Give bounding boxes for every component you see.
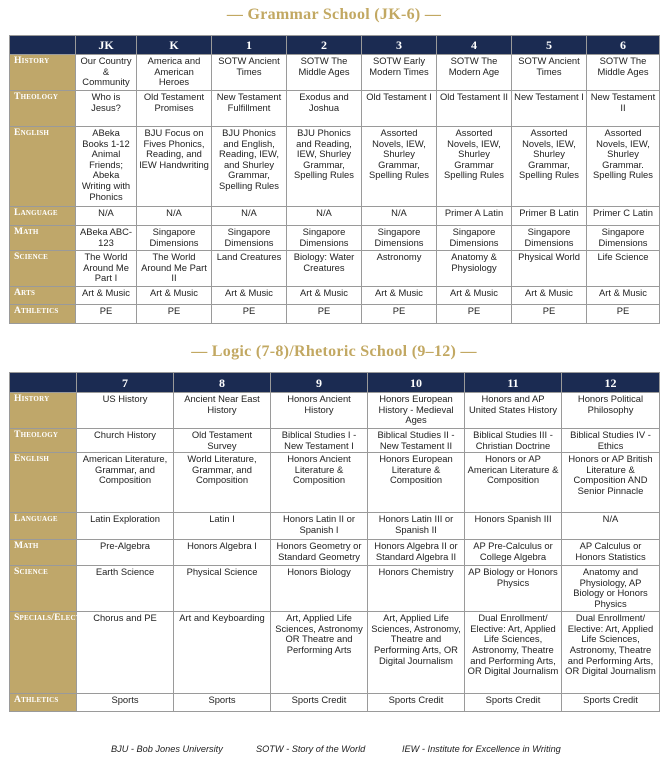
logic-rhetoric-school-table: [9, 372, 660, 712]
course-cell: N/A: [287, 207, 362, 226]
course-cell: Singapore Dimensions: [437, 226, 512, 251]
subject-row-math: [10, 540, 660, 566]
grade-header-k: K: [137, 36, 212, 55]
course-cell: Honors and AP United States History: [465, 393, 562, 429]
course-cell: Biblical Studies II - New Testament II: [368, 429, 465, 453]
course-cell: PE: [437, 305, 512, 324]
course-cell: N/A: [137, 207, 212, 226]
grade-header-2: 2: [287, 36, 362, 55]
course-cell: Art & Music: [137, 287, 212, 305]
course-cell: World Literature, Grammar, and Composition: [174, 453, 271, 513]
logic-corner-cell: [10, 373, 77, 393]
grade-header-4: 4: [437, 36, 512, 55]
course-cell: PE: [137, 305, 212, 324]
course-cell: Biology: Water Creatures: [287, 251, 362, 287]
course-cell: Honors Ancient Literature & Composition: [271, 453, 368, 513]
course-cell: Honors or AP British Literature & Composition AND Senior Pinnacle: [562, 453, 660, 513]
subject-label: Language: [10, 513, 77, 540]
course-cell: Old Testament Survey: [174, 429, 271, 453]
course-cell: Physical World: [512, 251, 587, 287]
course-cell: Sports Credit: [368, 694, 465, 712]
course-cell: Anatomy & Physiology: [437, 251, 512, 287]
course-cell: Honors Spanish III: [465, 513, 562, 540]
course-cell: Honors Chemistry: [368, 566, 465, 612]
course-cell: N/A: [212, 207, 287, 226]
course-cell: SOTW The Middle Ages: [287, 55, 362, 91]
course-cell: AP Calculus or Honors Statistics: [562, 540, 660, 566]
subject-row-history: [10, 55, 660, 91]
grade-header-7: 7: [77, 373, 174, 393]
subject-label: Theology: [10, 91, 76, 127]
footer-sotw-note: SOTW - Story of the World: [256, 744, 366, 754]
course-cell: N/A: [76, 207, 137, 226]
course-cell: Art and Keyboarding: [174, 612, 271, 694]
course-cell: Art & Music: [512, 287, 587, 305]
subject-label: Science: [10, 566, 77, 612]
subject-row-athletics: [10, 305, 660, 324]
course-cell: Ancient Near East History: [174, 393, 271, 429]
course-cell: Art, Applied Life Sciences, Astronomy OR Theatre and Performing Arts: [271, 612, 368, 694]
subject-row-science: [10, 251, 660, 287]
course-cell: Honors European Literature & Composition: [368, 453, 465, 513]
course-cell: Biblical Studies I - New Testament I: [271, 429, 368, 453]
course-cell: America and American Heroes: [137, 55, 212, 91]
subject-label: Math: [10, 540, 77, 566]
subject-label: English: [10, 127, 76, 207]
course-cell: New Testament II: [587, 91, 660, 127]
course-cell: Dual Enrollment/ Elective: Art, Applied Life Sciences, Astronomy, Theatre and Performing Arts, OR Digital Journalism: [562, 612, 660, 694]
course-cell: New Testament Fulfillment: [212, 91, 287, 127]
grammar-school-table: [9, 35, 660, 324]
course-cell: Sports: [77, 694, 174, 712]
course-cell: Sports Credit: [271, 694, 368, 712]
course-cell: American Literature, Grammar, and Composition: [77, 453, 174, 513]
course-cell: Latin I: [174, 513, 271, 540]
course-cell: PE: [212, 305, 287, 324]
course-cell: Primer C Latin: [587, 207, 660, 226]
course-cell: Art & Music: [437, 287, 512, 305]
course-cell: Honors Latin II or Spanish I: [271, 513, 368, 540]
course-cell: Our Country & Community: [76, 55, 137, 91]
course-cell: Sports Credit: [562, 694, 660, 712]
course-cell: US History: [77, 393, 174, 429]
course-cell: Old Testament I: [362, 91, 437, 127]
course-cell: Honors Algebra I: [174, 540, 271, 566]
course-cell: Biblical Studies III - Christian Doctrine: [465, 429, 562, 453]
subject-label: Math: [10, 226, 76, 251]
grade-header-8: 8: [174, 373, 271, 393]
footer-bju-note: BJU - Bob Jones University: [111, 744, 223, 754]
course-cell: Honors Political Philosophy: [562, 393, 660, 429]
grade-header-11: 11: [465, 373, 562, 393]
course-cell: Life Science: [587, 251, 660, 287]
course-cell: SOTW Early Modern Times: [362, 55, 437, 91]
course-cell: Art & Music: [587, 287, 660, 305]
course-cell: Earth Science: [77, 566, 174, 612]
course-cell: Singapore Dimensions: [137, 226, 212, 251]
subject-row-language: [10, 207, 660, 226]
course-cell: Who is Jesus?: [76, 91, 137, 127]
course-cell: SOTW Ancient Times: [512, 55, 587, 91]
course-cell: N/A: [562, 513, 660, 540]
grammar-school-title: — Grammar School (JK-6) —: [226, 6, 442, 23]
course-cell: ABeka ABC-123: [76, 226, 137, 251]
course-cell: Latin Exploration: [77, 513, 174, 540]
subject-label: History: [10, 393, 77, 429]
course-cell: Honors European History - Medieval Ages: [368, 393, 465, 429]
course-cell: N/A: [362, 207, 437, 226]
course-cell: The World Around Me Part II: [137, 251, 212, 287]
course-cell: Primer A Latin: [437, 207, 512, 226]
course-cell: Singapore Dimensions: [587, 226, 660, 251]
subject-label: Science: [10, 251, 76, 287]
course-cell: Honors Geometry or Standard Geometry: [271, 540, 368, 566]
course-cell: Dual Enrollment/ Elective: Art, Applied Life Sciences, Astronomy, Theatre and Performing Arts, OR Digital Journalism: [465, 612, 562, 694]
subject-row-english: [10, 453, 660, 513]
course-cell: Assorted Novels, IEW, Shurley Grammar, Spelling Rules: [362, 127, 437, 207]
subject-row-theology: [10, 429, 660, 453]
grade-header-jk: JK: [76, 36, 137, 55]
course-cell: PE: [587, 305, 660, 324]
course-cell: Singapore Dimensions: [512, 226, 587, 251]
course-cell: Astronomy: [362, 251, 437, 287]
subject-label: Athletics: [10, 305, 76, 324]
grade-header-1: 1: [212, 36, 287, 55]
course-cell: SOTW The Modern Age: [437, 55, 512, 91]
course-cell: Assorted Novels, IEW, Shurley Grammar, Spelling Rules: [512, 127, 587, 207]
course-cell: Chorus and PE: [77, 612, 174, 694]
course-cell: The World Around Me Part I: [76, 251, 137, 287]
course-cell: PE: [287, 305, 362, 324]
course-cell: Art & Music: [76, 287, 137, 305]
subject-row-specials-elective: [10, 612, 660, 694]
grade-header-10: 10: [368, 373, 465, 393]
grade-header-5: 5: [512, 36, 587, 55]
course-cell: Art & Music: [362, 287, 437, 305]
course-cell: Singapore Dimensions: [362, 226, 437, 251]
course-cell: Singapore Dimensions: [287, 226, 362, 251]
course-cell: Old Testament Promises: [137, 91, 212, 127]
grammar-header-row: [10, 36, 660, 55]
logic-rhetoric-school-title: — Logic (7-8)/Rhetoric School (9–12) —: [191, 343, 477, 360]
course-cell: SOTW Ancient Times: [212, 55, 287, 91]
course-cell: Honors Algebra II or Standard Algebra II: [368, 540, 465, 566]
subject-row-language: [10, 513, 660, 540]
course-cell: PE: [362, 305, 437, 324]
subject-row-theology: [10, 91, 660, 127]
course-cell: Church History: [77, 429, 174, 453]
course-cell: Primer B Latin: [512, 207, 587, 226]
subject-row-science: [10, 566, 660, 612]
course-cell: New Testament I: [512, 91, 587, 127]
subject-row-history: [10, 393, 660, 429]
course-cell: Pre-Algebra: [77, 540, 174, 566]
course-cell: Sports: [174, 694, 271, 712]
course-cell: AP Pre-Calculus or College Algebra: [465, 540, 562, 566]
subject-label: Language: [10, 207, 76, 226]
course-cell: Singapore Dimensions: [212, 226, 287, 251]
grade-header-3: 3: [362, 36, 437, 55]
course-cell: AP Biology or Honors Physics: [465, 566, 562, 612]
subject-label: Theology: [10, 429, 77, 453]
grade-header-6: 6: [587, 36, 660, 55]
course-cell: Biblical Studies IV - Ethics: [562, 429, 660, 453]
grade-header-12: 12: [562, 373, 660, 393]
subject-label: Specials/Elective: [10, 612, 77, 694]
course-cell: PE: [512, 305, 587, 324]
course-cell: BJU Phonics and Reading, IEW, Shurley Grammar, Spelling Rules: [287, 127, 362, 207]
course-cell: Sports Credit: [465, 694, 562, 712]
course-cell: Art & Music: [212, 287, 287, 305]
course-cell: BJU Focus on Fives Phonics, Reading, and IEW Handwriting: [137, 127, 212, 207]
course-cell: Land Creatures: [212, 251, 287, 287]
course-cell: Old Testament II: [437, 91, 512, 127]
footer-iew-note: IEW - Institute for Excellence in Writing: [402, 744, 561, 754]
course-cell: Art & Music: [287, 287, 362, 305]
course-cell: PE: [76, 305, 137, 324]
course-cell: Honors or AP American Literature & Composition: [465, 453, 562, 513]
grammar-corner-cell: [10, 36, 76, 55]
course-cell: Exodus and Joshua: [287, 91, 362, 127]
course-cell: Assorted Novels, IEW, Shurley Grammar. Spelling Rules: [587, 127, 660, 207]
subject-label: History: [10, 55, 76, 91]
course-cell: SOTW The Middle Ages: [587, 55, 660, 91]
course-cell: Art, Applied Life Sciences, Astronomy, Theatre and Performing Arts, OR Digital Journalism: [368, 612, 465, 694]
subject-row-math: [10, 226, 660, 251]
grade-header-9: 9: [271, 373, 368, 393]
subject-label: Athletics: [10, 694, 77, 712]
course-cell: Physical Science: [174, 566, 271, 612]
subject-row-english: [10, 127, 660, 207]
subject-row-athletics: [10, 694, 660, 712]
course-cell: Honors Biology: [271, 566, 368, 612]
course-cell: BJU Phonics and English, Reading, IEW, and Shurley Grammar, Spelling Rules: [212, 127, 287, 207]
course-cell: Assorted Novels, IEW, Shurley Grammar Spelling Rules: [437, 127, 512, 207]
subject-label: English: [10, 453, 77, 513]
subject-label: Arts: [10, 287, 76, 305]
logic-header-row: [10, 373, 660, 393]
course-cell: ABeka Books 1-12 Animal Friends; Abeka Writing with Phonics: [76, 127, 137, 207]
subject-row-arts: [10, 287, 660, 305]
course-cell: Anatomy and Physiology, AP Biology or Honors Physics: [562, 566, 660, 612]
course-cell: Honors Latin III or Spanish II: [368, 513, 465, 540]
course-cell: Honors Ancient History: [271, 393, 368, 429]
